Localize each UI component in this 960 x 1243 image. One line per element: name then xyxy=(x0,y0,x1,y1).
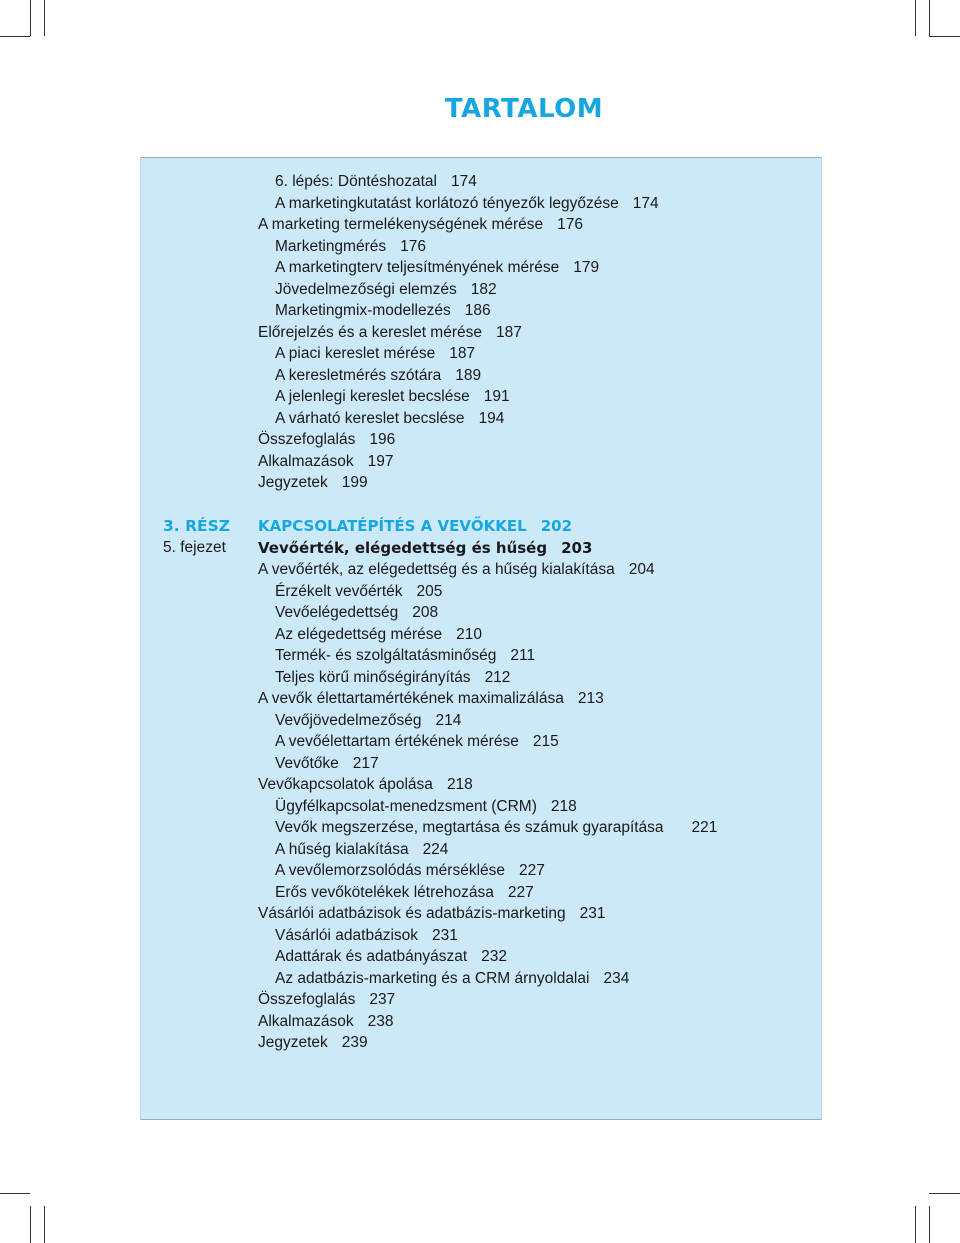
toc-entry-title: Az elégedettség mérése xyxy=(275,625,443,643)
toc-entry-page: 186 xyxy=(464,302,491,319)
toc-entry xyxy=(275,926,458,946)
toc-entry-page: 212 xyxy=(484,668,511,686)
toc-entry-title: Teljes körű minőségirányítás xyxy=(275,668,471,686)
toc-entry-title: A marketingkutatást korlátozó tényezők legyőzése xyxy=(275,194,619,212)
toc-entry xyxy=(258,323,522,343)
toc-entry xyxy=(275,194,659,214)
toc-entry-title: A jelenlegi kereslet becslése xyxy=(275,388,470,405)
toc-entry-page: 239 xyxy=(341,1034,368,1051)
part-heading xyxy=(258,516,572,536)
toc-entry-page: 208 xyxy=(412,604,439,621)
toc-entry xyxy=(258,904,605,924)
toc-entry-page: 232 xyxy=(481,948,508,965)
toc-entry-page: 204 xyxy=(628,561,655,578)
toc-entry xyxy=(258,689,604,709)
toc-entry-title: Vevők megszerzése, megtartása és számuk gyarapítása xyxy=(275,819,664,836)
toc-entry xyxy=(258,560,655,580)
toc-entry-title: A marketing termelékenységének mérése xyxy=(258,216,544,233)
toc-entry-title: A hűség kialakítása xyxy=(275,840,409,858)
crop-mark xyxy=(44,0,45,36)
toc-entry xyxy=(275,603,438,623)
toc-entry-title: Marketingmérés xyxy=(275,237,387,255)
toc-entry xyxy=(275,818,717,838)
toc-entry xyxy=(258,473,368,493)
toc-entry xyxy=(275,172,477,192)
toc-entry-page: 176 xyxy=(557,216,584,233)
toc-entry xyxy=(275,387,510,407)
toc-entry-title: Vevőtőke xyxy=(275,754,339,772)
toc-entry xyxy=(258,430,395,450)
toc-entry-page: 189 xyxy=(455,366,482,384)
toc-entry xyxy=(275,344,475,364)
toc-entry-page: 224 xyxy=(422,840,449,858)
toc-entry-page: 174 xyxy=(632,194,659,212)
toc-entry-title: A vevőélettartam értékének mérése xyxy=(275,733,519,750)
toc-entry xyxy=(258,1012,394,1032)
crop-mark xyxy=(915,0,916,36)
toc-entry-title: Előrejelzés és a kereslet mérése xyxy=(258,323,482,341)
toc-entry xyxy=(275,947,507,967)
toc-entry xyxy=(275,711,461,731)
crop-mark xyxy=(929,0,930,36)
toc-entry-page: 227 xyxy=(519,862,545,879)
toc-entry-title: Vevőelégedettség xyxy=(275,604,399,621)
toc-entry-title: Marketingmix-modellezés xyxy=(275,302,451,319)
toc-entry-title: Ügyfélkapcsolat-menedzsment (CRM) xyxy=(275,797,537,815)
toc-entry xyxy=(275,861,545,881)
toc-entry xyxy=(275,797,577,817)
crop-mark xyxy=(0,1193,30,1194)
toc-entry-title: A vevők élettartamértékének maximalizálása xyxy=(258,690,564,707)
toc-entry-title: A keresletmérés szótára xyxy=(275,366,442,384)
toc-entry-page: 237 xyxy=(369,991,396,1008)
toc-entry xyxy=(275,582,442,602)
toc-entry-page: 215 xyxy=(532,733,559,750)
toc-entry xyxy=(275,625,482,645)
toc-entry xyxy=(275,840,448,860)
page-title: TARTALOM xyxy=(444,94,604,124)
chapter-heading xyxy=(258,538,592,558)
part-label: 3. RÉSZ xyxy=(163,517,230,535)
toc-entry xyxy=(275,754,379,774)
crop-mark xyxy=(929,36,960,37)
toc-entry xyxy=(258,452,394,472)
toc-entry-title: Vásárlói adatbázisok és adatbázis-marketing xyxy=(258,905,566,922)
toc-entry-page: 196 xyxy=(369,431,396,448)
toc-entry-page: 187 xyxy=(449,345,476,362)
toc-entry-title: Adattárak és adatbányászat xyxy=(275,948,468,965)
toc-entry-page: 231 xyxy=(432,926,458,944)
toc-entry-title: A vevőlemorzsolódás mérséklése xyxy=(275,862,506,879)
toc-entry-page: 238 xyxy=(367,1012,394,1030)
toc-entry xyxy=(275,883,534,903)
crop-mark xyxy=(30,0,31,36)
toc-entry-page: 194 xyxy=(478,409,505,427)
toc-entry xyxy=(258,990,395,1010)
toc-entry xyxy=(275,366,481,386)
toc-entry-title: Vevőkapcsolatok ápolása xyxy=(258,776,433,793)
toc-entry xyxy=(275,258,599,278)
toc-entry-page: 234 xyxy=(603,969,630,987)
toc-entry-page: 218 xyxy=(550,797,577,815)
toc-entry-page: 211 xyxy=(510,647,536,664)
toc-entry-page: 227 xyxy=(507,883,534,901)
chapter-label: 5. fejezet xyxy=(163,539,226,556)
toc-entry-title: Vevőjövedelmezőség xyxy=(275,711,422,729)
toc-entry xyxy=(275,732,559,752)
toc-entry-title: A vevőérték, az elégedettség és a hűség kialakítása xyxy=(258,561,615,578)
toc-entry-page: 231 xyxy=(579,905,606,922)
toc-entry-page: 199 xyxy=(341,474,368,491)
toc-entry-page: 221 xyxy=(691,819,718,836)
toc-entry-page: 197 xyxy=(367,452,394,470)
toc-entry-page: 205 xyxy=(416,582,443,600)
chapter-page: 203 xyxy=(561,539,593,557)
crop-mark xyxy=(929,1193,960,1194)
crop-mark xyxy=(0,36,30,37)
toc-entry-title: Alkalmazások xyxy=(258,1012,354,1030)
part-page: 202 xyxy=(540,517,573,535)
toc-entry-page: 179 xyxy=(573,259,600,276)
toc-entry-title: Az adatbázis-marketing és a CRM árnyoldalai xyxy=(275,969,590,987)
toc-entry-page: 174 xyxy=(451,173,477,190)
crop-mark xyxy=(915,1206,916,1243)
toc-entry-page: 218 xyxy=(446,776,473,793)
toc-entry-page: 176 xyxy=(400,237,426,255)
toc-entry xyxy=(275,409,504,429)
crop-mark xyxy=(44,1206,45,1243)
toc-entry-page: 187 xyxy=(496,323,522,341)
toc-entry-title: A marketingterv teljesítményének mérése xyxy=(275,259,560,276)
toc-entry-title: A várható kereslet becslése xyxy=(275,409,465,427)
toc-entry-page: 213 xyxy=(577,690,604,707)
toc-entry xyxy=(275,301,491,321)
part-title: KAPCSOLATÉPÍTÉS A VEVŐKKEL xyxy=(258,517,527,535)
toc-entry-title: A piaci kereslet mérése xyxy=(275,345,436,362)
crop-mark xyxy=(929,1206,930,1243)
toc-entry xyxy=(258,1033,368,1053)
toc-entry-title: Alkalmazások xyxy=(258,452,354,470)
toc-entry-title: Termék- és szolgáltatásminőség xyxy=(275,647,497,664)
toc-entry xyxy=(258,215,583,235)
toc-entry-page: 210 xyxy=(456,625,483,643)
toc-entry-title: Erős vevőkötelékek létrehozása xyxy=(275,883,494,901)
toc-entry-title: 6. lépés: Döntéshozatal xyxy=(275,173,437,190)
toc-entry-title: Összefoglalás xyxy=(258,431,356,448)
toc-entry-page: 217 xyxy=(352,754,379,772)
toc-entry xyxy=(275,969,629,989)
crop-mark xyxy=(30,1206,31,1243)
chapter-title: Vevőérték, elégedettség és hűség xyxy=(258,539,548,557)
toc-entry xyxy=(258,775,473,795)
toc-entry-title: Vásárlói adatbázisok xyxy=(275,926,419,944)
toc-entry-page: 214 xyxy=(435,711,462,729)
toc-entry xyxy=(275,668,510,688)
toc-entry-title: Érzékelt vevőérték xyxy=(275,582,403,600)
toc-entry xyxy=(275,237,426,257)
toc-entry xyxy=(275,280,497,300)
toc-entry-page: 182 xyxy=(470,280,497,298)
toc-entry-page: 191 xyxy=(483,388,510,405)
toc-entry-title: Összefoglalás xyxy=(258,991,356,1008)
toc-entry-title: Jövedelmezőségi elemzés xyxy=(275,280,457,298)
toc-entry-title: Jegyzetek xyxy=(258,1034,328,1051)
toc-entry-title: Jegyzetek xyxy=(258,474,328,491)
toc-entry xyxy=(275,646,535,666)
